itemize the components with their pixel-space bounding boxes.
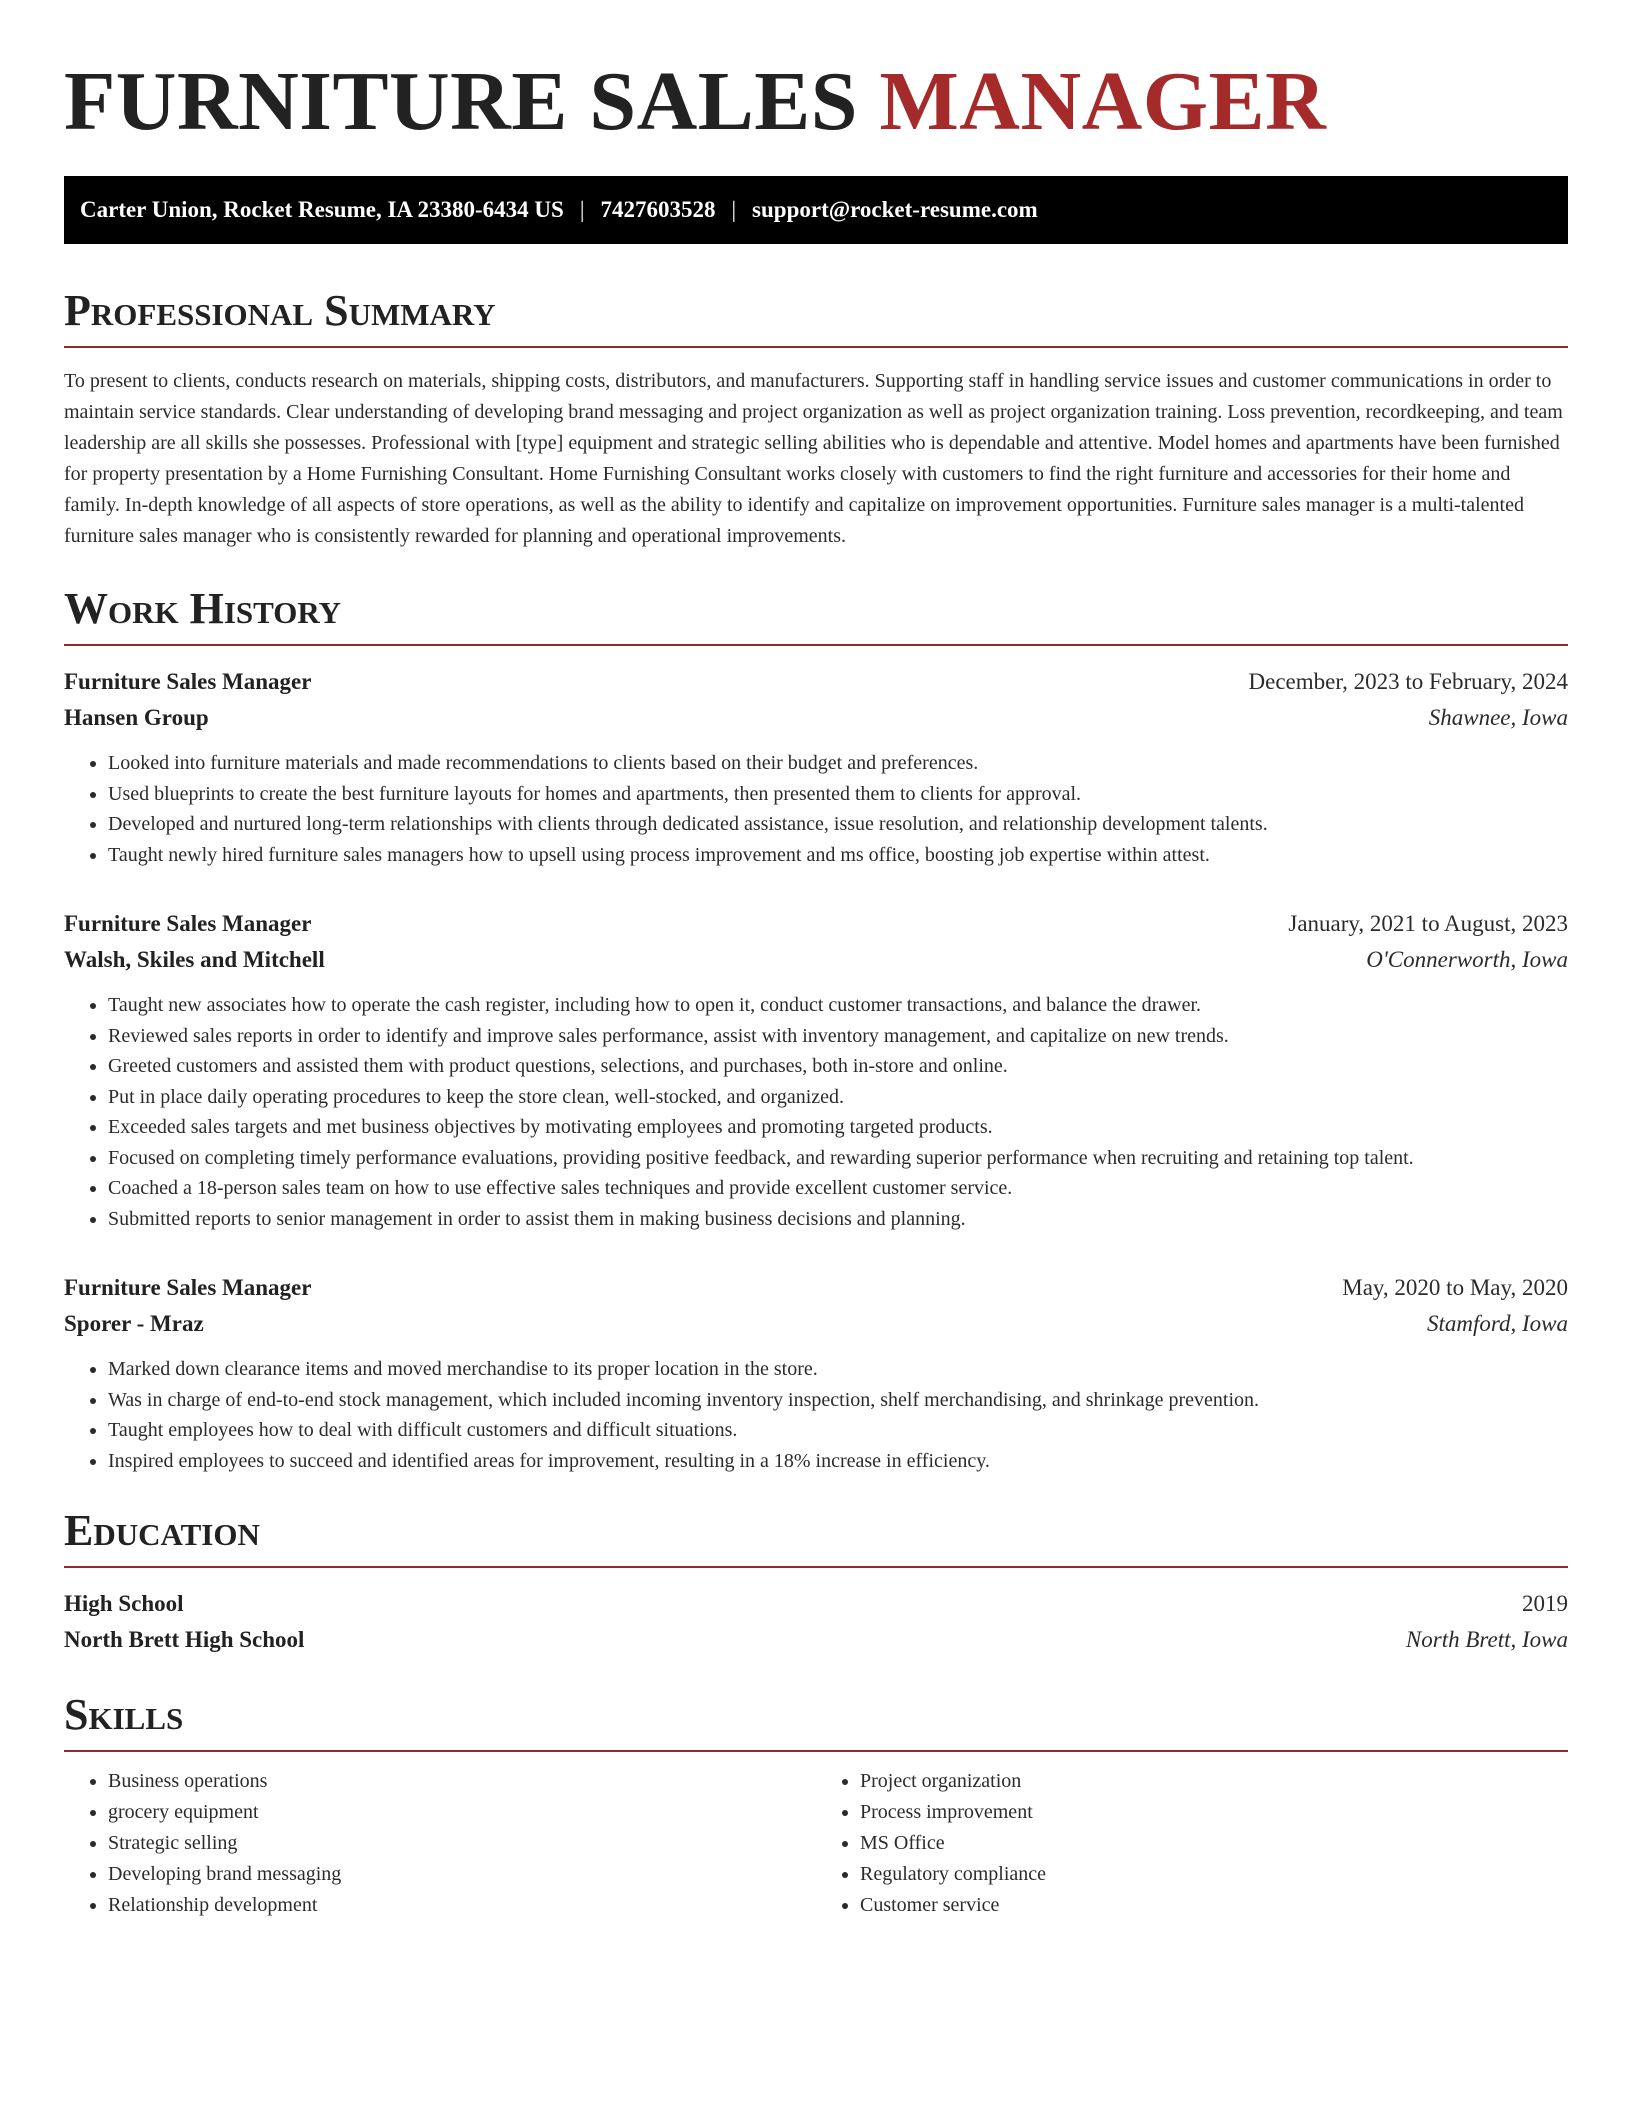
skill-item: • Customer service bbox=[860, 1890, 1568, 1921]
education-heading: Education bbox=[64, 1506, 1568, 1568]
resume-page bbox=[64, 52, 1568, 1921]
skills-left-column bbox=[64, 1766, 816, 1921]
education-year: 2019 bbox=[1522, 1591, 1568, 1616]
job-location: Shawnee, Iowa bbox=[1428, 705, 1568, 730]
summary-heading: Professional Summary bbox=[64, 286, 1568, 348]
contact-bar bbox=[64, 176, 1568, 244]
title-main: FURNITURE SALES bbox=[64, 55, 859, 148]
contact-phone: 7427603528 bbox=[600, 197, 716, 222]
job-dates: December, 2023 to February, 2024 bbox=[1248, 669, 1568, 694]
job-bullet: • Inspired employees to succeed and identified areas for improvement, resulting in a 18% increase in efficiency. bbox=[108, 1446, 1568, 1477]
job-title: Furniture Sales Manager bbox=[64, 669, 312, 694]
skills-right-column bbox=[816, 1766, 1568, 1921]
skill-item: • MS Office bbox=[860, 1828, 1568, 1859]
summary-text: To present to clients, conducts research on materials, shipping costs, distributors, and manufacturers. Supporting staff in handling service issues and customer communications in order to maintain service standards. Clear understanding of developing brand messaging and project organization as well as project organization training. Loss prevention, recordkeeping, and team leadership are all skills she possesses. Professional with [type] equipment and strategic selling abilities who is dependable and attentive. Model homes and apartments have been furnished for property presentation by a Home Furnishing Consultant. Home Furnishing Consultant works closely with customers to find the right furniture and accessories for their home and family. In-depth knowledge of all aspects of store operations, as well as the ability to identify and capitalize on improvement opportunities. Furniture sales manager is a multi-talented furniture sales manager who is consistently rewarded for planning and operational improvements. bbox=[64, 370, 1563, 547]
job-dates: January, 2021 to August, 2023 bbox=[1288, 911, 1568, 936]
contact-separator: | bbox=[731, 197, 737, 222]
contact-separator: | bbox=[579, 197, 585, 222]
skill-item: • Strategic selling bbox=[108, 1828, 816, 1859]
contact-email: support@rocket-resume.com bbox=[752, 197, 1038, 222]
resume-title bbox=[64, 52, 1568, 152]
job-bullet: • Taught new associates how to operate the cash register, including how to open it, conduct customer transactions, and balance the drawer. bbox=[108, 990, 1568, 1021]
contact-address: Carter Union, Rocket Resume, IA 23380-6434 US bbox=[80, 197, 564, 222]
skill-item: • Project organization bbox=[860, 1766, 1568, 1797]
job-bullet: • Focused on completing timely performance evaluations, providing positive feedback, and rewarding superior performance when recruiting and retaining top talent. bbox=[108, 1143, 1568, 1174]
education-school: North Brett High School bbox=[64, 1627, 305, 1652]
job-title: Furniture Sales Manager bbox=[64, 911, 312, 936]
job-entry bbox=[64, 906, 1568, 1234]
job-dates: May, 2020 to May, 2020 bbox=[1342, 1275, 1568, 1300]
education-degree-row bbox=[64, 1586, 1568, 1622]
job-bullet: • Exceeded sales targets and met business objectives by motivating employees and promoting targeted products. bbox=[108, 1112, 1568, 1143]
job-location: Stamford, Iowa bbox=[1427, 1311, 1568, 1336]
job-entry bbox=[64, 1270, 1568, 1476]
work-history-heading: Work History bbox=[64, 584, 1568, 646]
job-bullet: • Taught employees how to deal with difficult customers and difficult situations. bbox=[108, 1415, 1568, 1446]
job-entry bbox=[64, 664, 1568, 870]
skill-item: • grocery equipment bbox=[108, 1797, 816, 1828]
title-accent: MANAGER bbox=[879, 55, 1327, 148]
job-company: Sporer - Mraz bbox=[64, 1311, 204, 1336]
education-location: North Brett, Iowa bbox=[1405, 1627, 1568, 1652]
job-bullet: • Looked into furniture materials and made recommendations to clients based on their budget and preferences. bbox=[108, 748, 1568, 779]
skill-item: • Regulatory compliance bbox=[860, 1859, 1568, 1890]
job-bullet: • Reviewed sales reports in order to identify and improve sales performance, assist with inventory management, and capitalize on new trends. bbox=[108, 1021, 1568, 1052]
job-bullet: • Developed and nurtured long-term relationships with clients through dedicated assistance, issue resolution, and relationship development talents. bbox=[108, 809, 1568, 840]
skill-item: • Developing brand messaging bbox=[108, 1859, 816, 1890]
job-title: Furniture Sales Manager bbox=[64, 1275, 312, 1300]
skill-item: • Relationship development bbox=[108, 1890, 816, 1921]
job-company-row bbox=[64, 942, 1568, 978]
job-header-row bbox=[64, 906, 1568, 942]
job-bullet: • Coached a 18-person sales team on how to use effective sales techniques and provide excellent customer service. bbox=[108, 1173, 1568, 1204]
skill-item: • Business operations bbox=[108, 1766, 816, 1797]
job-bullet: • Was in charge of end-to-end stock management, which included incoming inventory inspection, shelf merchandising, and shrinkage prevention. bbox=[108, 1385, 1568, 1416]
job-bullet: • Submitted reports to senior management in order to assist them in making business decisions and planning. bbox=[108, 1204, 1568, 1235]
job-bullet: • Put in place daily operating procedures to keep the store clean, well-stocked, and organized. bbox=[108, 1082, 1568, 1113]
job-company-row bbox=[64, 1306, 1568, 1342]
job-header-row bbox=[64, 664, 1568, 700]
education-degree: High School bbox=[64, 1591, 184, 1616]
education-entry bbox=[64, 1586, 1568, 1658]
job-bullet: • Greeted customers and assisted them with product questions, selections, and purchases, both in-store and online. bbox=[108, 1051, 1568, 1082]
skill-item: • Process improvement bbox=[860, 1797, 1568, 1828]
skills-heading: Skills bbox=[64, 1690, 1568, 1752]
job-bullet: • Taught newly hired furniture sales managers how to upsell using process improvement and ms office, boosting job expertise within attest. bbox=[108, 840, 1568, 871]
job-bullet: • Used blueprints to create the best furniture layouts for homes and apartments, then presented them to clients for approval. bbox=[108, 779, 1568, 810]
job-bullets bbox=[64, 1354, 1568, 1476]
job-company: Walsh, Skiles and Mitchell bbox=[64, 947, 325, 972]
job-header-row bbox=[64, 1270, 1568, 1306]
education-school-row bbox=[64, 1622, 1568, 1658]
job-bullet: • Marked down clearance items and moved merchandise to its proper location in the store. bbox=[108, 1354, 1568, 1385]
job-company: Hansen Group bbox=[64, 705, 209, 730]
skills-grid bbox=[64, 1766, 1568, 1921]
job-bullets bbox=[64, 748, 1568, 870]
job-bullets bbox=[64, 990, 1568, 1234]
job-company-row bbox=[64, 700, 1568, 736]
job-location: O'Connerworth, Iowa bbox=[1366, 947, 1568, 972]
